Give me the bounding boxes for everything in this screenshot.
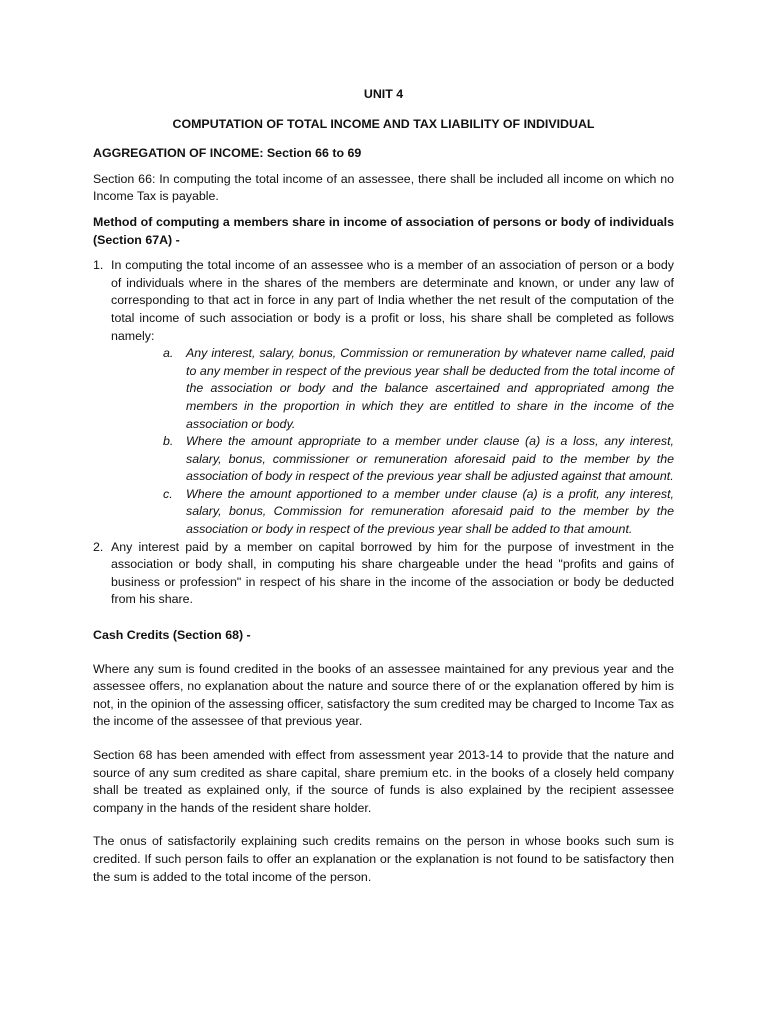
sub-item-text: Where the amount apportioned to a member under clause (a) is a profit, any interest, salary, bonus, Commission for remuneration aforesaid paid to the member by the association or body in respect of the previous year shall be added to that amount. [186, 486, 674, 537]
sub-item-a [111, 345, 674, 433]
sub-item-text: Where the amount appropriate to a member under clause (a) is a loss, any interest, salary, bonus, commissioner or remuneration aforesaid paid to the member by the association of body in respect of the previous year shall be adjusted against that amount. [186, 434, 674, 484]
list-item-text: Any interest paid by a member on capital borrowed by him for the purpose of investment in the association or body shall, in computing his share chargeable under the head "profits and gains of business or profession" in respect of his share in the income of the association or body be deducted from his share. [111, 539, 674, 607]
aggregation-heading: AGGREGATION OF INCOME: Section 66 to 69 [93, 146, 362, 161]
list-number: 2. [93, 539, 104, 554]
sub-letter: c. [163, 486, 173, 501]
sub-item-text: Any interest, salary, bonus, Commission or remuneration by whatever name called, paid to any member in respect of the previous year shall be deducted from the total income of the association or body and the balance ascertained and appropriated among the members in the proportion in which they are entitled to share in the income of the association or body. [186, 346, 674, 431]
sub-item-c [111, 486, 674, 539]
list-number: 1. [93, 258, 104, 273]
cash-credits-heading: Cash Credits (Section 68) - [93, 628, 251, 643]
document-title: COMPUTATION OF TOTAL INCOME AND TAX LIABILITY OF INDIVIDUAL [172, 116, 595, 131]
cash-credits-paragraph-3: The onus of satisfactorily explaining such credits remains on the person in whose books such sum is credited. If such person fails to offer an explanation or the explanation is not found to be satisfactory then the sum is added to the total income of the person. [93, 834, 674, 884]
list-item-text: In computing the total income of an assessee who is a member of an association of person or a body of individuals where in the shares of the members are determinate and known, or under any law of corresponding to that act in force in any part of India whether the net result of the computation of the total income of such association or body is a profit or loss, his share shall be completed as follows namely: [111, 258, 674, 343]
sub-letter: b. [163, 434, 174, 449]
unit-title: UNIT 4 [363, 87, 404, 101]
sub-item-b [111, 433, 674, 486]
cash-credits-paragraph-1: Where any sum is found credited in the books of an assessee maintained for any previous year and the assessee offers, no explanation about the nature and source there of or the explanation offered by him is not, in the opinion of the assessing officer, satisfactory the sum credited may be charged to Income Tax as the income of the assessee of that previous year. [93, 661, 674, 729]
sub-letter: a. [163, 346, 174, 361]
list-item-2 [93, 539, 674, 609]
method-heading: Method of computing a members share in income of association of persons or body of individuals (Section 67A) - [93, 214, 674, 247]
section-66-paragraph: Section 66: In computing the total income of an assessee, there shall be included all income on which no Income Tax is payable. [93, 171, 674, 204]
sub-list [111, 345, 674, 539]
list-item-1 [93, 257, 674, 539]
cash-credits-paragraph-2: Section 68 has been amended with effect from assessment year 2013-14 to provide that the nature and source of any sum credited as share capital, share premium etc. in the books of a closely held company shall be treated as explained only, if the source of funds is also explained by the recipient assessee company in the hands of the resident share holder. [93, 748, 674, 815]
section-67a-list [93, 257, 674, 609]
document-page [93, 86, 674, 894]
